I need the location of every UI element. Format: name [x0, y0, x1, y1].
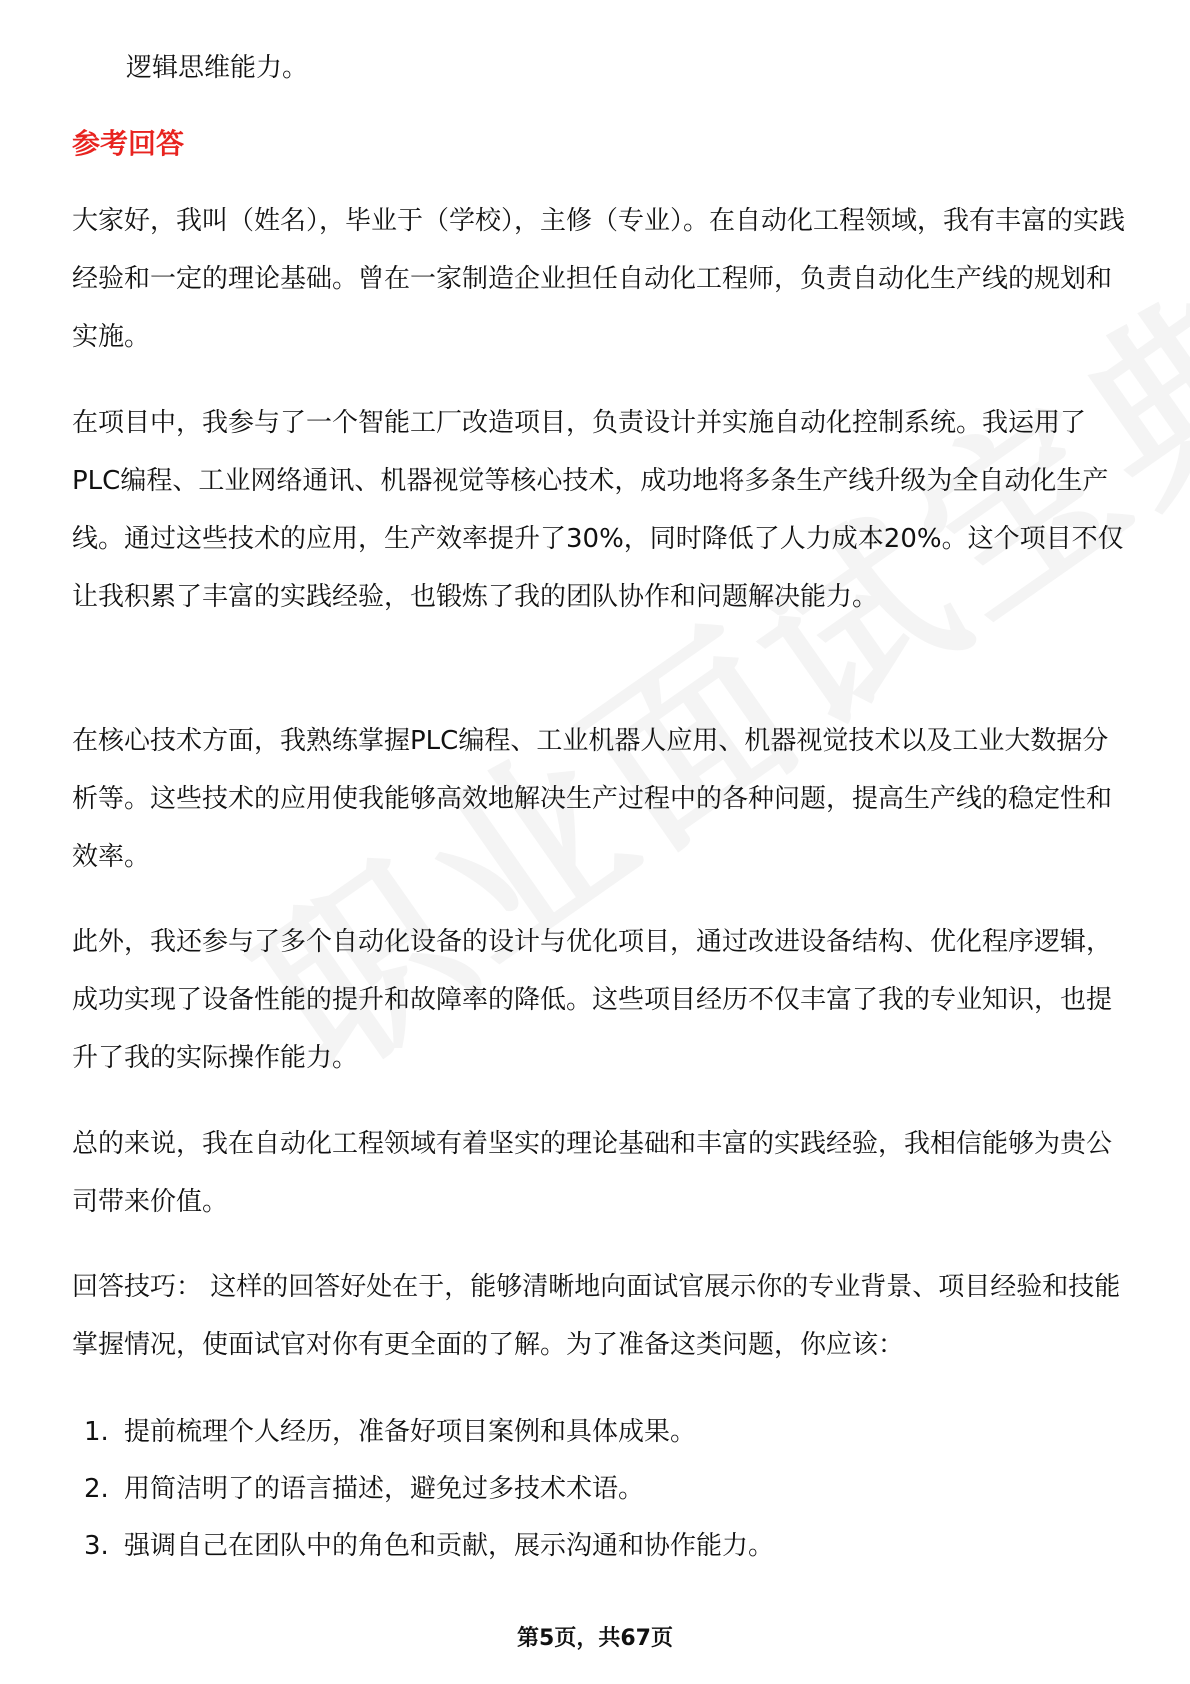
list-item-text: 用简洁明了的语言描述，避免过多技术术语。 — [124, 1474, 645, 1504]
list-item-number: 1. — [84, 1417, 109, 1447]
paragraph-tips: 回答技巧： 这样的回答好处在于，能够清晰地向面试官展示你的专业背景、项目经验和技能掌握情况，使面试官对你有更全面的了解。为了准备这类问题，你应该： — [72, 1272, 1121, 1360]
list-item — [84, 1518, 1124, 1575]
list-item-number: 2. — [84, 1474, 109, 1504]
paragraph-core-tech: 在核心技术方面，我熟练掌握PLC编程、工业机器人应用、机器视觉技术以及工业大数据分析等。这些技术的应用使我能够高效地解决生产过程中的各种问题，提高生产线的稳定性和效率。 — [72, 726, 1113, 872]
list-item — [84, 1404, 1124, 1461]
list-item-text: 强调自己在团队中的角色和贡献，展示沟通和协作能力。 — [124, 1531, 775, 1561]
page-number-footer: 第5页，共67页 — [517, 1626, 673, 1651]
list-item-text: 提前梳理个人经历，准备好项目案例和具体成果。 — [124, 1417, 697, 1447]
tips-list — [84, 1404, 1124, 1575]
paragraph-summary: 总的来说，我在自动化工程领域有着坚实的理论基础和丰富的实践经验，我相信能够为贵公司带来价值。 — [72, 1129, 1113, 1217]
paragraph-project: 在项目中，我参与了一个智能工厂改造项目，负责设计并实施自动化控制系统。我运用了PLC编程、工业网络通讯、机器视觉等核心技术，成功地将多条生产线升级为全自动化生产线。通过这些技术的应用，生产效率提升了30%，同时降低了人力成本20%。这个项目不仅让我积累了丰富的实践经验，也锻炼了我的团队协作和问题解决能力。 — [72, 408, 1124, 612]
list-item-number: 3. — [84, 1531, 109, 1561]
section-heading: 参考回答 — [72, 127, 185, 160]
paragraph-other-projects: 此外，我还参与了多个自动化设备的设计与优化项目，通过改进设备结构、优化程序逻辑，成功实现了设备性能的提升和故障率的降低。这些项目经历不仅丰富了我的专业知识，也提升了我的实际操作能力。 — [72, 927, 1113, 1073]
paragraph-intro: 大家好，我叫（姓名），毕业于（学校），主修（专业）。在自动化工程领域，我有丰富的实践经验和一定的理论基础。曾在一家制造企业担任自动化工程师，负责自动化生产线的规划和实施。 — [72, 206, 1126, 352]
intro-line: 逻辑思维能力。 — [126, 53, 309, 83]
list-item — [84, 1461, 1124, 1518]
